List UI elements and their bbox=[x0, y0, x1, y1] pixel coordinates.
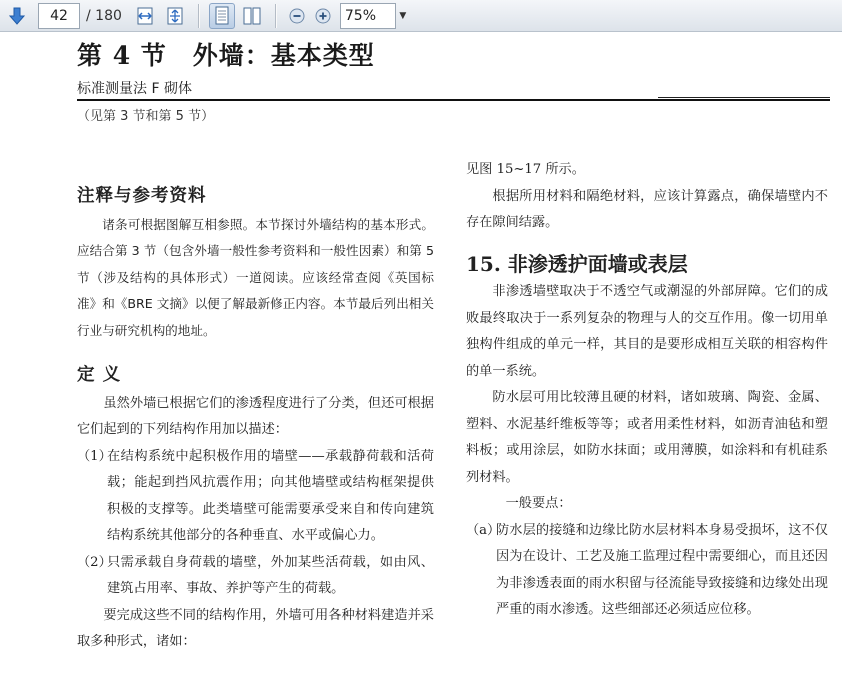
header-rule-thin bbox=[658, 97, 830, 98]
right-column bbox=[466, 157, 828, 624]
left-column bbox=[77, 183, 434, 656]
zoom-out-button[interactable] bbox=[286, 3, 308, 29]
page-number-input[interactable]: 42 bbox=[38, 3, 80, 29]
two-page-icon bbox=[242, 6, 262, 26]
list-item-number: （a） bbox=[466, 522, 501, 538]
list-item-text: 在结构系统中起积极作用的墙壁——承载静荷载和活荷载；能起到挡风抗震作用；向其他墙壁或结构框架提供积极的支撑等。此类墙壁可能需要承受来自和传向建筑结构系统其他部分的各种垂直、水平或偏心力。 bbox=[107, 448, 434, 543]
list-item-number: （1） bbox=[77, 448, 112, 464]
paragraph-15a: 非渗透墙壁取决于不透空气或潮湿的外部屏障。它们的成败最终取决于一系列复杂的物理与人的交互作用。像一切用单独构件组成的单元一样，其目的是要形成相互关联的相容构件的单一系统。 bbox=[466, 284, 828, 379]
fit-page-icon bbox=[165, 6, 185, 26]
pdf-toolbar bbox=[0, 0, 842, 32]
toolbar-separator bbox=[275, 4, 276, 28]
single-page-icon bbox=[213, 6, 231, 26]
paragraph-continued: 见图 15~17 所示。 bbox=[466, 162, 585, 177]
list-item bbox=[466, 518, 828, 624]
zoom-dropdown-button[interactable] bbox=[396, 3, 410, 29]
zoom-level-field[interactable]: 75% bbox=[340, 3, 396, 29]
list-item bbox=[77, 550, 434, 603]
fit-width-button[interactable] bbox=[132, 3, 158, 29]
list-item-text: 只需承载自身荷载的墙壁，外加某些活荷载，如由风、建筑占用率、事故、养护等产生的荷载。 bbox=[107, 554, 434, 596]
heading-section-15: 15. 非渗透护面墙或表层 bbox=[466, 251, 688, 276]
paragraph-definition: 虽然外墙已根据它们的渗透程度进行了分类，但还可根据它们起到的下列结构作用加以描述： bbox=[77, 395, 434, 437]
heading-definition: 定 义 bbox=[77, 365, 122, 385]
page-total-label: / 180 bbox=[86, 7, 122, 24]
single-page-view-button[interactable] bbox=[209, 3, 235, 29]
fit-width-icon bbox=[135, 6, 155, 26]
paragraph-dew-point: 根据所用材料和隔绝材料，应该计算露点，确保墙壁内不存在隙间结露。 bbox=[466, 188, 828, 230]
paragraph-notes: 诸条可根据图解互相参照。本节探讨外墙结构的基本形式。应结合第 3 节（包含外墙一般性参考资料和一般性因素）和第 5 节（涉及结构的具体形式）一道阅读。应该经常查阅《英国标准》和《BRE 文摘》以便了解最新修正内容。本节最后列出相关行业与研究机构的地址。 bbox=[77, 216, 434, 338]
cross-reference: （见第 3 节和第 5 节） bbox=[77, 109, 215, 124]
fit-page-button[interactable] bbox=[162, 3, 188, 29]
toolbar-separator bbox=[198, 4, 199, 28]
paragraph-end: 要完成这些不同的结构作用，外墙可用各种材料建造并采取多种形式，诸如： bbox=[77, 607, 434, 649]
list-item-number: （2） bbox=[77, 554, 112, 570]
zoom-out-icon bbox=[289, 8, 305, 24]
dropdown-icon: ▼ bbox=[399, 10, 407, 21]
paragraph-15b: 防水层可用比较薄且硬的材料，诸如玻璃、陶瓷、金属、塑料、水泥基纤维板等等；或者用柔性材料，如沥青油毡和塑料板；或用涂层，如防水抹面；或用薄膜，如涂料和有机硅系列材料。 bbox=[466, 390, 828, 485]
section-subtitle: 标准测量法 F 砌体 bbox=[77, 81, 192, 97]
zoom-in-button[interactable] bbox=[312, 3, 334, 29]
heading-notes: 注释与参考资料 bbox=[77, 186, 207, 206]
zoom-in-icon bbox=[315, 8, 331, 24]
header-rule bbox=[77, 99, 830, 101]
paragraph-15c: 一般要点： bbox=[505, 496, 572, 511]
two-page-view-button[interactable] bbox=[239, 3, 265, 29]
section-title: 第 4 节 外墙：基本类型 bbox=[77, 41, 375, 70]
document-page bbox=[0, 33, 842, 678]
list-item-text: 防水层的接缝和边缘比防水层材料本身易受损坏，这不仅因为在设计、工艺及施工监理过程中需要细心，而且还因为非渗透表面的雨水积留与径流能导致接缝和边缘处出现严重的雨水渗透。这些细部还必须适应位移。 bbox=[496, 522, 828, 617]
download-button[interactable] bbox=[4, 3, 30, 29]
download-arrow-icon bbox=[6, 5, 28, 27]
list-item bbox=[77, 444, 434, 550]
